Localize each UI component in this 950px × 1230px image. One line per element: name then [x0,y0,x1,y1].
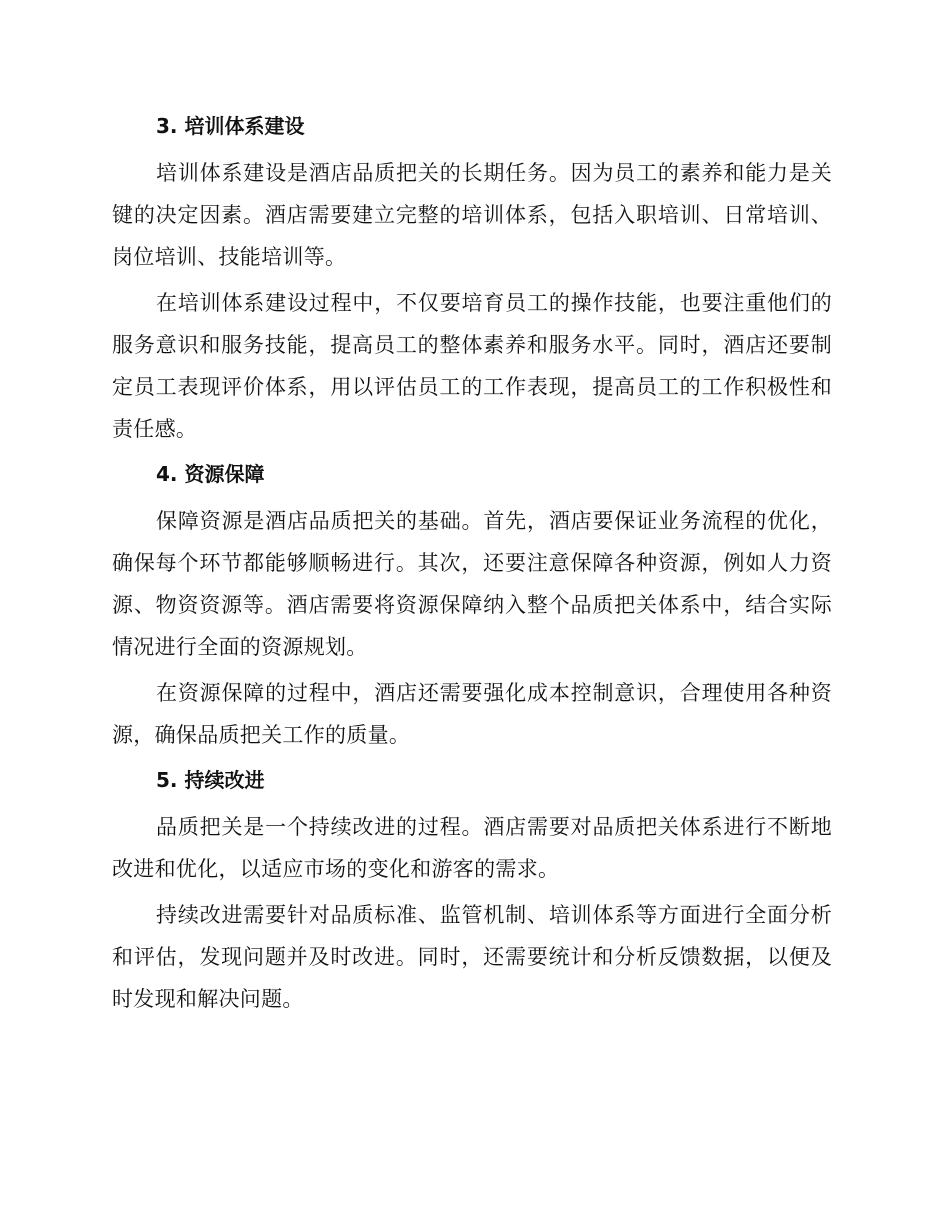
section-heading-improvement: 5. 持续改进 [156,768,265,792]
paragraph-improvement-2: 持续改进需要针对品质标准、监管机制、培训体系等方面进行全面分析和评估，发现问题并及时改进。同时，还需要统计和分析反馈数据，以便及时发现和解决问题。 [112,903,832,1011]
paragraph-improvement-1: 品质把关是一个持续改进的过程。酒店需要对品质把关体系进行不断地改进和优化，以适应市场的变化和游客的需求。 [112,815,832,881]
paragraph-training-1: 培训体系建设是酒店品质把关的长期任务。因为员工的素养和能力是关键的决定因素。酒店需要建立完整的培训体系，包括入职培训、日常培训、岗位培训、技能培训等。 [112,161,832,269]
document-page [112,106,832,1020]
paragraph-resources-2: 在资源保障的过程中，酒店还需要强化成本控制意识，合理使用各种资源，确保品质把关工作的质量。 [112,681,832,747]
paragraph-training-2: 在培训体系建设过程中，不仅要培育员工的操作技能，也要注重他们的服务意识和服务技能，提高员工的整体素养和服务水平。同时，酒店还要制定员工表现评价体系，用以评估员工的工作表现，提高员工的工作积极性和责任感。 [112,291,832,441]
paragraph-resources-1: 保障资源是酒店品质把关的基础。首先，酒店要保证业务流程的优化，确保每个环节都能够顺畅进行。其次，还要注意保障各种资源，例如人力资源、物资资源等。酒店需要将资源保障纳入整个品质把关体系中，结合实际情况进行全面的资源规划。 [112,509,832,659]
section-heading-resources: 4. 资源保障 [156,462,265,486]
section-heading-training: 3. 培训体系建设 [156,114,305,138]
